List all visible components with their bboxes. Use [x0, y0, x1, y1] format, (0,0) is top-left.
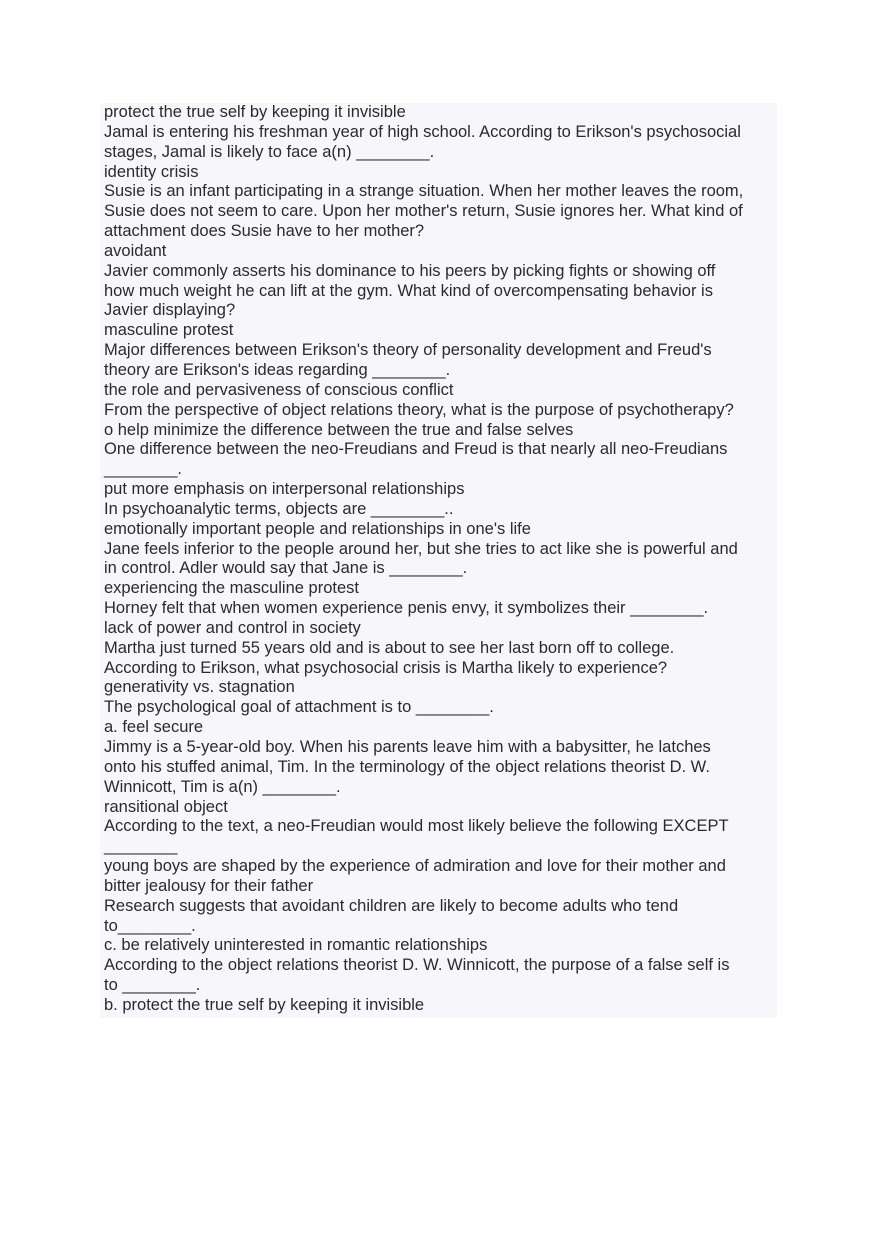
text-line: Javier commonly asserts his dominance to his peers by picking fights or showing off	[104, 261, 716, 280]
text-line: Research suggests that avoidant children are likely to become adults who tend	[104, 896, 679, 915]
text-line: ________	[104, 837, 178, 856]
text-line: Susie does not seem to care. Upon her mother's return, Susie ignores her. What kind of	[104, 202, 743, 221]
text-line: stages, Jamal is likely to face a(n) ________.	[104, 142, 435, 161]
text-line: lack of power and control in society	[104, 618, 361, 637]
text-line: According to the text, a neo-Freudian would most likely believe the following EXCEPT	[104, 817, 729, 836]
text-line: identity crisis	[104, 162, 199, 181]
text-line: theory are Erikson's ideas regarding ________.	[104, 360, 451, 379]
text-line: attachment does Susie have to her mother?	[104, 222, 425, 241]
text-line: avoidant	[104, 241, 167, 260]
text-line: ransitional object	[104, 797, 228, 816]
text-line: experiencing the masculine protest	[104, 579, 359, 598]
text-line: The psychological goal of attachment is to ________.	[104, 698, 494, 717]
text-line: how much weight he can lift at the gym. What kind of overcompensating behavior is	[104, 281, 713, 300]
text-line: Horney felt that when women experience penis envy, it symbolizes their ________.	[104, 599, 709, 618]
text-line: Jimmy is a 5-year-old boy. When his parents leave him with a babysitter, he latches	[104, 738, 711, 756]
text-line: According to the object relations theorist D. W. Winnicott, the purpose of a false self is	[104, 956, 730, 975]
text-line: Susie is an infant participating in a strange situation. When her mother leaves the room,	[104, 182, 744, 201]
text-line: b. protect the true self by keeping it invisible	[104, 995, 425, 1014]
text-line: the role and pervasiveness of conscious conflict	[104, 380, 454, 399]
text-line: ________.	[104, 460, 182, 479]
text-line: a. feel secure	[104, 718, 204, 737]
text-line: put more emphasis on interpersonal relationships	[104, 480, 465, 499]
text-line: onto his stuffed animal, Tim. In the terminology of the object relations theorist D. W.	[104, 757, 710, 776]
text-line: Jamal is entering his freshman year of high school. According to Erikson's psychosocial	[104, 122, 741, 141]
text-line: masculine protest	[104, 321, 234, 340]
text-line: In psychoanalytic terms, objects are ________..	[104, 499, 454, 518]
text-line: to________.	[104, 916, 196, 935]
text-line: o help minimize the difference between the true and false selves	[104, 420, 574, 439]
document-text-block	[100, 103, 777, 1018]
text-line: bitter jealousy for their father	[104, 876, 314, 895]
text-line: emotionally important people and relationships in one's life	[104, 519, 531, 538]
text-line: to ________.	[104, 976, 201, 995]
text-line: in control. Adler would say that Jane is ________.	[104, 559, 468, 578]
text-line: Martha just turned 55 years old and is about to see her last born off to college.	[104, 638, 675, 657]
text-line: From the perspective of object relations theory, what is the purpose of psychotherapy?	[104, 400, 734, 419]
text-line: Major differences between Erikson's theory of personality development and Freud's	[104, 341, 712, 360]
text-line: Winnicott, Tim is a(n) ________.	[104, 777, 341, 796]
text-line: According to Erikson, what psychosocial crisis is Martha likely to experience?	[104, 658, 668, 677]
text-line: generativity vs. stagnation	[104, 678, 295, 697]
text-line: One difference between the neo-Freudians and Freud is that nearly all neo-Freudians	[104, 440, 728, 459]
text-line: protect the true self by keeping it invisible	[104, 103, 406, 121]
text-line: Javier displaying?	[104, 301, 236, 320]
text-line: c. be relatively uninterested in romantic relationships	[104, 936, 488, 955]
text-line: Jane feels inferior to the people around her, but she tries to act like she is powerful and	[104, 539, 738, 558]
text-line: young boys are shaped by the experience of admiration and love for their mother and	[104, 857, 726, 876]
